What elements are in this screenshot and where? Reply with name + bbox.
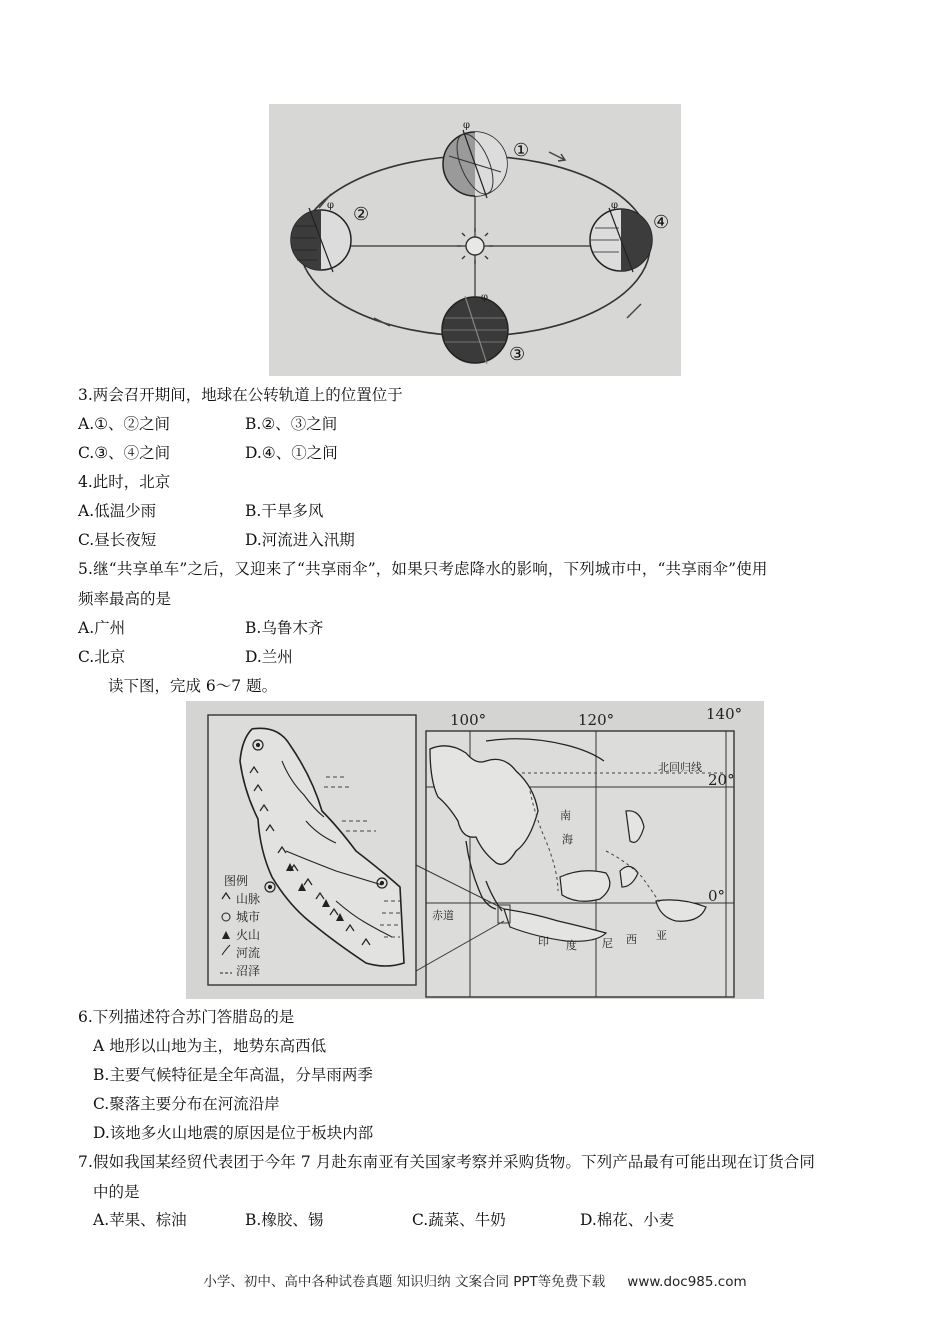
q4-option-c[interactable]: C.昼长夜短 <box>78 531 157 549</box>
q7-option-b[interactable]: B.橡胶、锡 <box>245 1211 324 1229</box>
legend-mountain: 山脉 <box>236 892 261 906</box>
q5-option-a[interactable]: A.广州 <box>78 619 126 637</box>
label-4: ④ <box>653 212 670 233</box>
q6-option-d[interactable]: D.该地多火山地震的原因是位于板块内部 <box>93 1124 374 1142</box>
q4-stem: 4.此时，北京 <box>78 473 171 491</box>
q5-stem-line2: 频率最高的是 <box>78 590 172 608</box>
q6-option-a[interactable]: A 地形以山地为主，地势东高西低 <box>93 1037 327 1055</box>
figure-intro: 读下图，完成 6～7 题。 <box>108 677 278 695</box>
footer-url[interactable]: www.doc985.com <box>627 1274 747 1290</box>
q6-option-b[interactable]: B.主要气候特征是全年高温，分旱雨两季 <box>93 1066 373 1084</box>
q6-stem: 6.下列描述符合苏门答腊岛的是 <box>78 1008 295 1026</box>
island-char-5: 亚 <box>656 929 667 942</box>
q5-stem-line1: 5.继“共享单车”之后，又迎来了“共享雨伞”，如果只考虑降水的影响，下列城市中，“共享雨伞”使用 <box>78 560 768 578</box>
q3-option-a[interactable]: A.①、②之间 <box>78 415 171 433</box>
q4-option-b[interactable]: B.干旱多风 <box>245 502 324 520</box>
legend-volcano: 火山 <box>236 928 261 942</box>
svg-text:φ: φ <box>327 200 335 211</box>
island-char-3: 尼 <box>602 937 613 950</box>
tropic-label: 北回归线 <box>658 761 702 774</box>
q3-option-b[interactable]: B.②、③之间 <box>245 415 338 433</box>
q7-option-d[interactable]: D.棉花、小麦 <box>580 1211 675 1229</box>
legend-title: 图例 <box>224 874 249 888</box>
longitude-120: 120° <box>578 711 615 729</box>
label-3: ③ <box>509 344 526 365</box>
equator-label: 赤道 <box>432 909 454 922</box>
q5-option-b[interactable]: B.乌鲁木齐 <box>245 619 324 637</box>
q4-option-a[interactable]: A.低温少雨 <box>78 502 157 520</box>
q6-option-c[interactable]: C.聚落主要分布在河流沿岸 <box>93 1095 280 1113</box>
sea-char-2: 海 <box>562 833 573 846</box>
q5-option-d[interactable]: D.兰州 <box>245 648 293 666</box>
page-footer <box>0 1270 950 1290</box>
latitude-20: 20° <box>708 771 735 789</box>
sea-char-1: 南 <box>560 809 571 822</box>
q7-option-a[interactable]: A.苹果、棕油 <box>93 1211 187 1229</box>
island-char-2: 度 <box>566 939 577 952</box>
legend-river: 河流 <box>236 946 261 960</box>
q3-option-c[interactable]: C.③、④之间 <box>78 444 171 462</box>
legend-city: 城市 <box>236 910 261 924</box>
q5-option-c[interactable]: C.北京 <box>78 648 126 666</box>
q7-stem-line2: 中的是 <box>93 1183 140 1201</box>
q7-stem-line1: 7.假如我国某经贸代表团于今年 7 月赴东南亚有关国家考察并采购货物。下列产品最有可能出现在订货合同 <box>78 1153 816 1171</box>
southeast-asia-map <box>186 701 764 999</box>
orbit-figure <box>269 104 681 376</box>
label-2: ② <box>353 204 370 225</box>
legend-swamp: 沼泽 <box>236 964 261 978</box>
q4-option-d[interactable]: D.河流进入汛期 <box>245 531 355 549</box>
footer-text: 小学、初中、高中各种试卷真题 知识归纳 文案合同 PPT等免费下载 <box>203 1274 606 1290</box>
label-1: ① <box>513 140 530 161</box>
svg-text:φ: φ <box>611 200 619 211</box>
q3-stem: 3.两会召开期间，地球在公转轨道上的位置位于 <box>78 386 403 404</box>
q3-option-d[interactable]: D.④、①之间 <box>245 444 338 462</box>
svg-text:φ: φ <box>463 120 471 131</box>
longitude-100: 100° <box>450 711 487 729</box>
svg-text:φ: φ <box>481 292 489 303</box>
latitude-0: 0° <box>708 887 726 905</box>
island-char-1: 印 <box>538 935 549 948</box>
longitude-140: 140° <box>706 705 743 723</box>
q7-option-c[interactable]: C.蔬菜、牛奶 <box>412 1211 506 1229</box>
island-char-4: 西 <box>626 933 637 946</box>
